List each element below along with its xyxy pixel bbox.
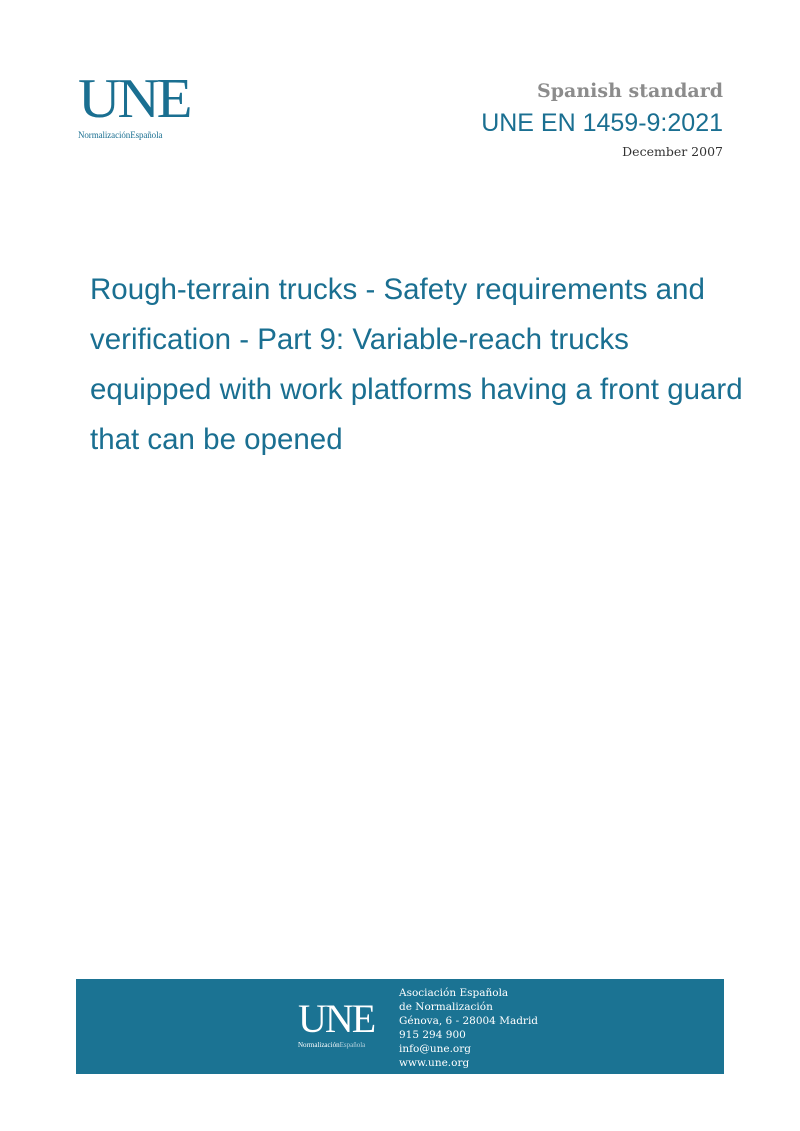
- footer-logo-tagline: [298, 1041, 388, 1049]
- une-logo-tagline-b: Española: [130, 130, 163, 140]
- footer-address: Génova, 6 - 28004 Madrid: [399, 1015, 539, 1027]
- footer-band: [76, 979, 724, 1074]
- footer-logo-tagline-b: Española: [339, 1041, 366, 1049]
- standard-header: [481, 78, 723, 161]
- une-logo: [78, 68, 208, 144]
- footer-email: info@une.org: [399, 1043, 471, 1055]
- une-logo-mark: UNE: [78, 68, 190, 130]
- standard-date: December 2007: [622, 144, 723, 159]
- standard-code: UNE EN 1459-9:2021: [481, 109, 723, 137]
- footer-org-line-1: Asociación Española: [399, 987, 509, 999]
- document-title: Rough-terrain trucks - Safety requirements and verification - Part 9: Variable-reach trucks equipped with work platforms having a front guard that can be opened: [90, 273, 743, 456]
- standard-kind: Spanish standard: [537, 80, 723, 102]
- footer-website: www.une.org: [399, 1057, 470, 1069]
- footer-phone: 915 294 900: [399, 1029, 466, 1041]
- une-logo-tagline-a: Normalización: [78, 130, 131, 140]
- footer-logo-mark: UNE: [298, 996, 375, 1041]
- footer-org-line-2: de Normalización: [399, 1001, 493, 1013]
- footer-logo-tagline-a: Normalización: [298, 1041, 340, 1049]
- une-logo-tagline: [78, 130, 208, 140]
- footer-contact: [399, 986, 538, 1070]
- footer-une-logo: [298, 996, 388, 1051]
